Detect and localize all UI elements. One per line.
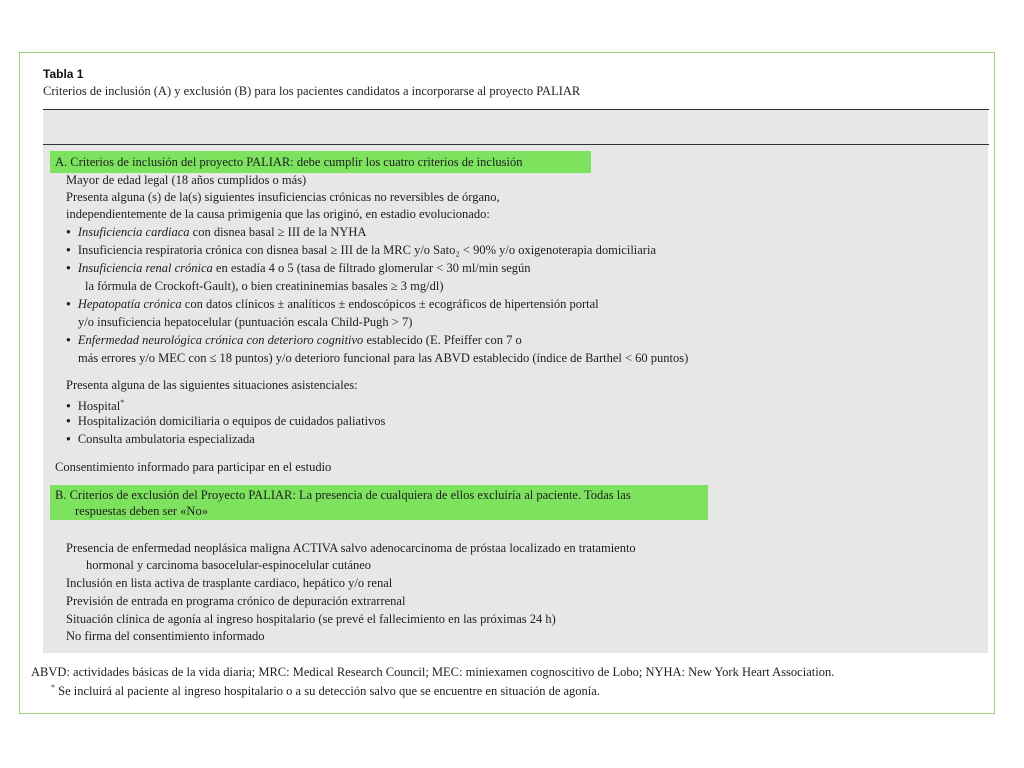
criterion-hepatic-cont: y/o insuficiencia hepatocelular (puntuación escala Child-Pugh > 7) (78, 315, 413, 329)
criterion-consent: Consentimiento informado para participar en el estudio (55, 460, 332, 474)
section-b-header-2: respuestas deben ser «No» (75, 504, 208, 518)
exclusion-neoplasm-1: Presencia de enfermedad neoplásica maligna ACTIVA salvo adenocarcinoma de próstaa localizado en tratamiento (66, 541, 636, 555)
criterion-renal: ● Insuficiencia renal crónica en estadía 4 o 5 (tasa de filtrado glomerular < 30 ml/min según (66, 260, 531, 278)
situation-home: ● Hospitalización domiciliaria o equipos de cuidados paliativos (66, 413, 385, 431)
exclusion-transplant: Inclusión en lista activa de trasplante cardiaco, hepático y/o renal (66, 576, 393, 590)
criterion-respiratory: ● Insuficiencia respiratoria crónica con disnea basal ≥ III de la MRC y/o Sato₂ < 90% y/o oxigenoterapia domiciliaria (66, 242, 656, 260)
criterion-renal-cont: la fórmula de Crockoft-Gault), o bien creatininemias basales ≥ 3 mg/dl) (85, 279, 444, 293)
header-rule (43, 144, 989, 145)
footnote-asterisk: * Se incluirá al paciente al ingreso hospitalario o a su detección salvo que se encuentre en situación de agonía. (51, 683, 600, 699)
section-b-header-1: B. Criterios de exclusión del Proyecto PALIAR: La presencia de cualquiera de ellos excluiría al paciente. Todas las (55, 488, 631, 502)
insufficiency-intro-1: Presenta alguna (s) de la(s) siguientes insuficiencias crónicas no reversibles de órgano, (66, 190, 500, 204)
exclusion-agony: Situación clínica de agonía al ingreso hospitalario (se prevé el fallecimiento en las próximas 24 h) (66, 612, 556, 626)
criterion-neuro-cont: más errores y/o MEC con ≤ 18 puntos) y/o deterioro funcional para las ABVD establecido (índice de Barthel < 60 puntos) (78, 351, 689, 365)
table-label: Tabla 1 (43, 67, 84, 81)
situations-intro: Presenta alguna de las siguientes situaciones asistenciales: (66, 378, 358, 392)
exclusion-no-consent: No firma del consentimiento informado (66, 629, 265, 643)
section-a-header: A. Criterios de inclusión del proyecto PALIAR: debe cumplir los cuatro criterios de inclusión (55, 155, 523, 169)
footnote-abbreviations: ABVD: actividades básicas de la vida diaria; MRC: Medical Research Council; MEC: miniexamen cognoscitivo de Lobo; NYHA: New York Heart Association. (31, 665, 835, 679)
criterion-hepatic: ● Hepatopatía crónica con datos clínicos ± analíticos ± endoscópicos ± ecográficos de hipertensión portal (66, 296, 599, 314)
insufficiency-intro-2: independientemente de la causa primigenia que las originó, en estadio evolucionado: (66, 207, 490, 221)
criterion-cardiac: ● Insuficiencia cardiaca con disnea basal ≥ III de la NYHA (66, 224, 366, 242)
criterion-age: Mayor de edad legal (18 años cumplidos o más) (66, 173, 307, 187)
exclusion-neoplasm-2: hormonal y carcinoma basocelular-espinocelular cutáneo (86, 558, 372, 572)
table-caption: Criterios de inclusión (A) y exclusión (B) para los pacientes candidatos a incorporarse al proyecto PALIAR (43, 84, 581, 98)
situation-hospital: ● Hospital* (66, 395, 124, 416)
situation-outpatient: ● Consulta ambulatoria especializada (66, 431, 255, 449)
criterion-neuro: ● Enfermedad neurológica crónica con deterioro cognitivo establecido (E. Pfeiffer con 7 o (66, 332, 522, 350)
exclusion-depuration: Previsión de entrada en programa crónico de depuración extrarrenal (66, 594, 406, 608)
